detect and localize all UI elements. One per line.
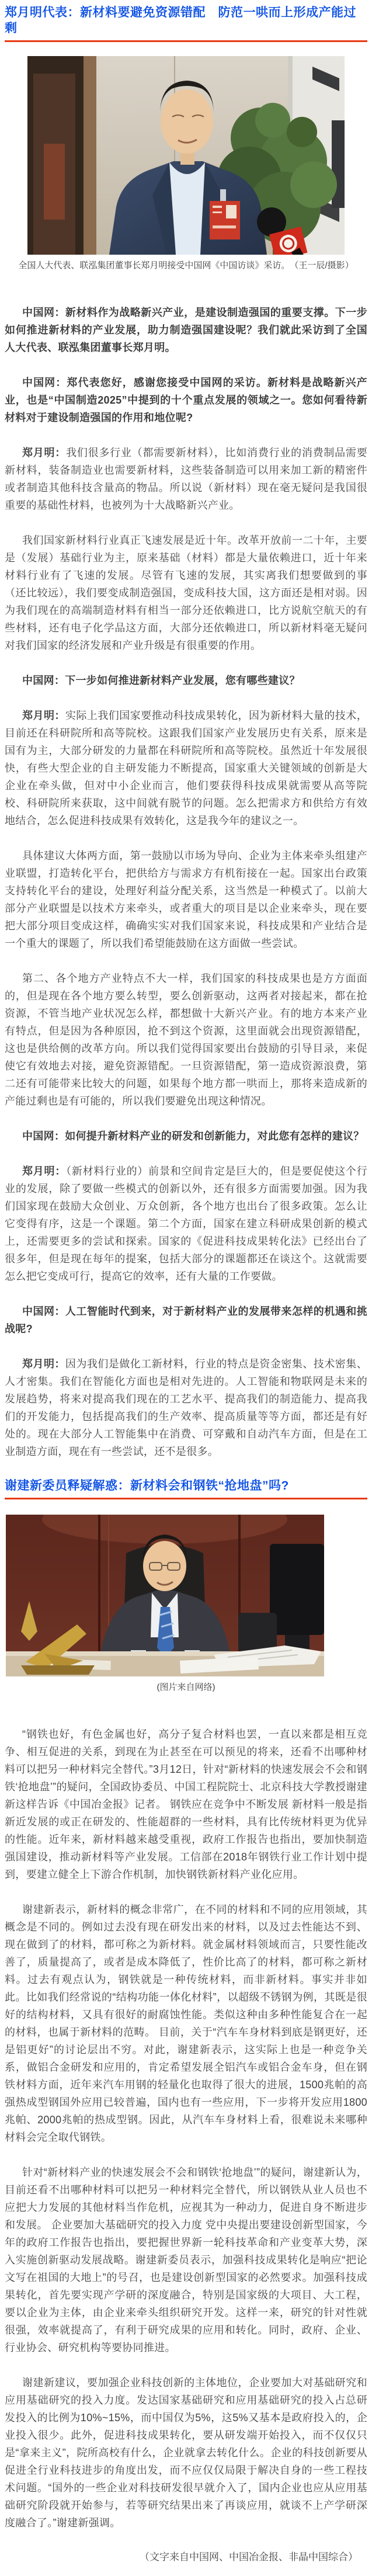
dialogue-paragraph: 郑月明：实际上我们国家要推动科技成果转化，因为新材料大量的技术，目前还在科研院所和高等院校。这跟我们国家产业发展历史有关系，原来是国有为主，大部分研发的力量都在科研院所和高等院校。虽然近十年发展很快，有些大型企业的自主研发能力不断提高，国家重大关键领域的创新是大企业在牵头做，但对中小企业而言，他们要获得科技成果就需要从高等院校、科研院所来获取，这中间就有脱节的问题。怎么把需求方和供给方有效地结合，怎么促进科技成果有效转化，这是我今年的建议之一。 — [5, 710, 367, 827]
dialogue-paragraph: 中国网：郑代表您好，感谢您接受中国网的采访。新材料是战略新兴产业，也是“中国制造2025”中提到的十个重点发展的领域之一。您如何看待新材料对于建设制造强国的作用和地位呢? — [5, 377, 367, 423]
article1-body — [5, 304, 367, 1460]
headline-divider-1 — [5, 40, 367, 42]
door-red-glow — [44, 144, 65, 220]
article1-photo — [27, 56, 345, 255]
paragraph: 谢建新建议，要加强企业科技创新的主体地位，企业要加大对基础研究和应用基础研究的投入力度。发达国家基础研究和应用基础研究的投入占总研发投入的比例为10%~15%，而中国仅为5%，这5%又基本是政府投入的，企业投入很少。此外，促进科技成果转化，要从研发端开始投入，而不仅仅只是“拿来主义”，院所高校有什么，企业就拿去转化什么。企业的科技创新要从促进全行业科技进步的角度出发，而不应仅仅局限于解决自身的一些工程技术问题。“国外的一些企业对科技研发很早就介入了，国内企业也应从应用基础研究阶段就开始参与，若等研究结果出来了再谈应用，就谈不上产学研深度融合了。”谢建新强调。 — [5, 2377, 367, 2529]
speaker-prefix: 郑月明： — [22, 1358, 65, 1370]
article2-headline: 谢建新委员释疑解惑：新材料会和钢铁“抢地盘”吗? — [5, 1479, 289, 1492]
paragraph: “钢铁也好，有色金属也好，高分子复合材料也罢，一直以来都是相互竞争、相互促进的关系，到现在为止甚至在可以预见的将来，还看不出哪种材料可以把另一种材料完全替代。”3月12日，针对“新材料的快速发展会不会和钢铁‘抢地盘’”的疑问，全国政协委员、中国工程院院士、北京科技大学教授谢建新这样告诉《中国冶金报》记者。 钢铁应在竞争中不断发展 新材料一般是指新近发展的或正在研发的、性能超群的一些材料，具有比传统材料更为优异的性能。近年来，新材料越来越受重视，政府工作报告也指出，要加快制造强国建设，推动新材料等产业发展。工信部在2018年钢铁行业工作计划中提到，要建立健全上下游合作机制，加快钢铁新材料产业化应用。 — [5, 1728, 367, 1880]
article1-headline: 郑月明代表：新材料要避免资源错配 防范一哄而上形成产能过剩 — [5, 6, 356, 35]
speaker-prefix: 中国网： — [22, 1130, 65, 1142]
dialogue-paragraph: 中国网：新材料作为战略新兴产业，是建设制造强国的重要支撑。下一步如何推进新材料的产业发展，助力制造强国建设呢？我们就此采访到了全国人大代表、联泓集团董事长郑月明。 — [5, 307, 367, 353]
dialogue-paragraph: 郑月明：我们很多行业（都需要新材料），比如消费行业的消费制品需要新材料，装备制造业也需要新材料，这些装备制造可以用来加工新的精密件或者制造其他科技含量高的物品。所以说（新材料）现在毫无疑问是我国很重要的基础性材料，也被列为十大战略新兴产业。 — [5, 447, 367, 511]
article2-photo-caption: (图片来自网络) — [157, 1682, 215, 1692]
interview-photo-illustration — [27, 56, 345, 255]
badge-clip — [220, 189, 226, 202]
paragraph: 我们国家新材料行业真正飞速发展是近十年。改革开放前一二十年，主要是（发展）基础行业为主，原来基础（材料）都是大量依赖进口，近十年来材料行业有了飞速的发展。尽管有飞速的发展，其实离我们想要做到的事（还比较远），我们要变成制造强国，变成科技大国，这方面还是相对弱。因为我们现在的高端制造材料有相当一部分还依赖进口，比方说航空航天的有些材料，还有电子化学品这方面，大部分还依赖进口，所以新材料毫无疑问对我们国家的经济发展和产业升级是有很重要的作用。 — [5, 534, 367, 651]
paragraph: 具体建议大体两方面，第一鼓励以市场为导向、企业为主体来牵头组建产业联盟，打造转化平台，把供给方与需求方有机衔接在一起。国家出台政策支持转化平台的建设，处理好利益分配关系，这当然是一种模式了。以前大部分产业联盟是以技术方来牵头，或者重大的项目是以企业来牵头，现在要把大部分项目变成这样，确确实实对我们国家来说，科技成果和产业结合是一个重大的课题了，所以我们希望能鼓励在这方面做一些尝试。 — [5, 850, 367, 949]
speaker-prefix: 中国网： — [22, 675, 65, 686]
paragraph: 针对“新材料产业的快速发展会不会和钢铁‘抢地盘’”的疑问，谢建新认为，目前还看不出哪种材料可以把另一种材料完全替代，所以钢铁从业人员也不应把大力发展的其他材料当作危机，应视其为一种动力，促进自身不断进步和发展。 企业要加大基础研究的投入力度 党中央提出要建设创新型国家，今年的政府工作报告也指出，要把握世界新一轮科技革命和产业变革大势，深入实施创新驱动发展战略。谢建新委员表示，加强科技成果转化是响应“把论文写在祖国的大地上”的号召，也是建设创新型国家的必然要求。加强科技成果转化，首先要实现产学研的深度融合，特别是国家级的大项目、大工程，要以企业为主体，由企业来牵头组织研究开发。这样一来，研究的针对性就很强，效率就提高了，有利于研究成果的应用和转化。同时，政府、企业、行业协会、研究机构等要协同推进。 — [5, 2167, 367, 2353]
dialogue-paragraph: 中国网：下一步如何推进新材料产业发展，您有哪些建议？ — [22, 675, 300, 686]
office-photo-illustration — [6, 1515, 324, 1676]
dialogue-paragraph: 中国网：如何提升新材料产业的研发和创新能力，对此您有怎样的建议？ — [22, 1130, 364, 1142]
paragraph: 谢建新表示，新材料的概念非常广，在不同的材料和不同的应用领域，其概念是不同的。例如过去没有现在研发出来的材料，以及过去性能达不到、现在做到了的材料，都可称之为新材料。就金属材料领域而言，只要性能改善了，质量提高了，或者是成本降低了，性价比高了的材料，都可称之新材料。过去有观点认为，钢铁就是一种传统材料，而非新材料。事实并非如此。比如我们经常说的“结构功能一体化材料”，以超级不锈钢为例，其既是很好的结构材料，又具有很好的耐腐蚀性能。类似这种由多种性能复合在一起的材料，也属于新材料的范畴。 目前，关于“汽车车身材料到底是钢更好，还是铝更好”的讨论层出不穷。对此，谢建新表示，这实际上也是一种竞争关系，做铝合金研发和应用的，肯定希望发展全铝汽车或铝合金车身，但在钢铁材料方面，近年来汽车用钢的轻量化也取得了很大的进展，1500兆帕的高强热成型钢国外应用已较普遍，国内也有一些应用，下一步将开发应用1800兆帕、2000兆帕的热成型钢。因此，从汽车车身材料上看，很难说未来哪种材料会完全取代钢铁。 — [5, 1904, 367, 2143]
paragraph: 第二、各个地方产业特点不大一样，我们国家的科技成果也是方方面面的，但是现在各个地方要么转型，要么创新驱动，这两者对接起来，都在抢资源，不管当地产业状况怎么样，都想做十大新兴产业。有的地方本来产业有特点，但是因为各种原因，抢不到这个资源，这里面就会出现资源错配，这也是供给侧的改革方向。所以我们觉得国家要出台鼓励的引导目录，来促使它有效地去对接，避免资源错配。一旦资源错配，第一造成资源浪费，第二还有可能带来比较大的问题，如果每个地方都一哄而上，那将来造成新的产能过剩也是有可能的，所以我们要避免出现这种情况。 — [5, 973, 367, 1107]
speaker-prefix: 郑月明： — [22, 710, 65, 721]
door-frame — [84, 56, 96, 255]
article2-body — [5, 1726, 367, 2532]
headline-divider-2 — [5, 1498, 367, 1499]
article1-photo-caption: 全国人大代表、联泓集团董事长郑月明接受中国网《中国访谈》采访。 （王一辰/摄影） — [18, 261, 354, 270]
speaker-prefix: 中国网： — [22, 1306, 65, 1317]
speaker-prefix: 中国网： — [22, 377, 67, 388]
speaker-prefix: 郑月明： — [22, 1165, 67, 1177]
dialogue-paragraph: 郑月明：（新材料行业的）前景和空间肯定是巨大的，但是要促使这个行业的发展，除了要做一些模式的创新以外，还有很多方面需要加强。因为我们国家现在鼓励大众创业、万众创新，各个地方也出台了很多政策。怎么让它变得有序，这是一个课题。第二个方面，国家在建立科研成果创新的模式上，还需要更多的尝试和探索。国家的《促进科技成果转化法》已经出台了很多年，但是现在每年的提案，包括大部分的课题都还在谈这个。这就需要怎么把它变成可行，提高它的效率，还有大量的工作要做。 — [5, 1165, 367, 1282]
dialogue-paragraph: 郑月明：因为我们是做化工新材料，行业的特点是资金密集、技术密集、人才密集。我们在智能化方面也是相对先进的。人工智能和物联网是未来的发展趋势，将来对提高我们现在的工艺水平、提高我们的制造能力、提高我们的开发能力，包括提高我们的生产效率、提高质量等等方面，都还是有好处的。现在大部分人工智能集中在消费、可穿戴和自动汽车方面，但是在工业制造方面，现在有一些尝试，还不是很多。 — [5, 1358, 367, 1457]
article2-photo — [6, 1515, 324, 1676]
speaker-prefix: 郑月明： — [22, 447, 67, 459]
speaker-prefix: 中国网： — [22, 307, 65, 318]
dialogue-paragraph: 中国网：人工智能时代到来，对于新材料产业的发展带来怎样的机遇和挑战呢? — [5, 1306, 367, 1335]
source-note: （文字来自中国网、中国冶金报、非晶中国综合） — [140, 2551, 358, 2563]
